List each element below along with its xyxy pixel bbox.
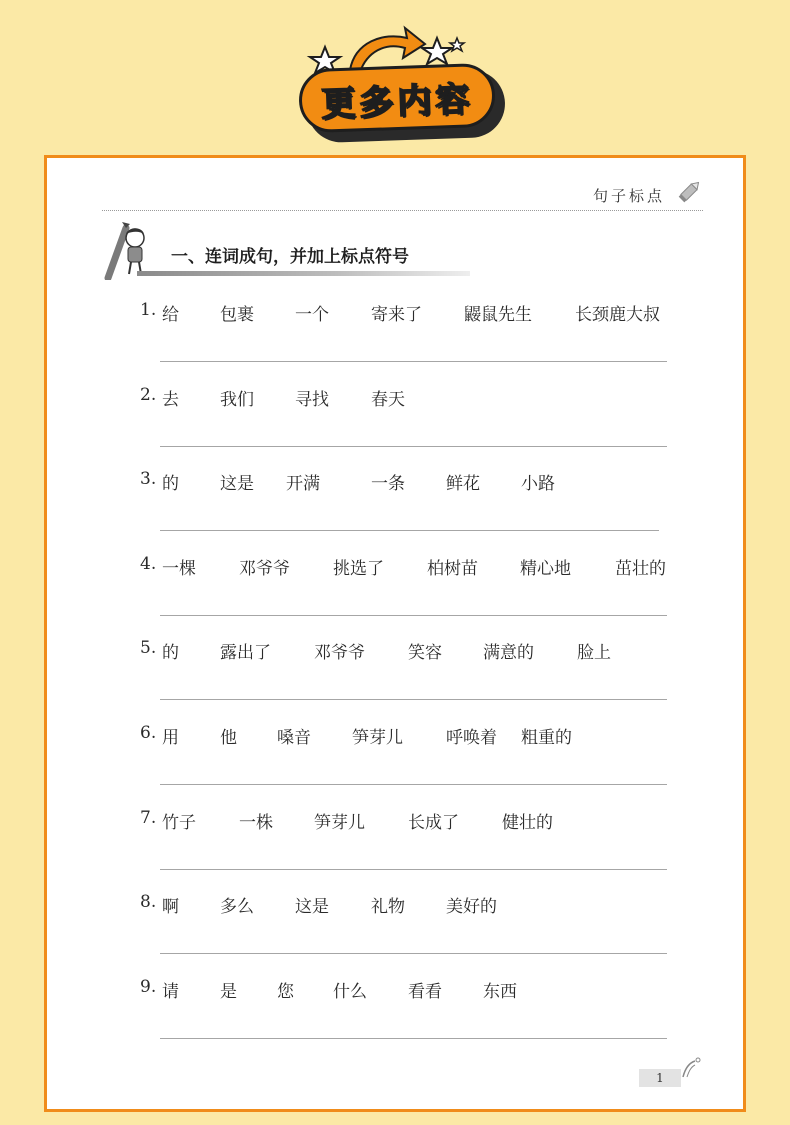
word-chip: 什么: [333, 982, 367, 1002]
answer-line[interactable]: [160, 784, 667, 785]
banner-pill: [298, 63, 496, 134]
item-number: 4.: [140, 554, 157, 574]
word-chip: 他: [220, 728, 237, 748]
answer-line[interactable]: [160, 1038, 667, 1039]
word-chip: 呼唤着: [446, 728, 497, 748]
word-chip: 美好的: [446, 897, 497, 917]
word-chip: 一条: [371, 474, 405, 494]
item-number: 2.: [140, 385, 157, 405]
answer-line[interactable]: [160, 530, 659, 531]
word-chip: 这是: [295, 897, 329, 917]
word-chip: 啊: [162, 897, 179, 917]
word-chip: 长成了: [408, 813, 459, 833]
corner-swirl-icon: [679, 1055, 703, 1079]
answer-line[interactable]: [160, 953, 667, 954]
word-chip: 的: [162, 643, 179, 663]
pencil-icon: [677, 178, 703, 204]
item-number: 8.: [140, 892, 157, 912]
word-chip: 开满: [286, 474, 320, 494]
item-number: 1.: [140, 300, 157, 320]
word-chip: 寄来了: [371, 305, 422, 325]
word-chip: 这是: [220, 474, 254, 494]
word-chip: 包裹: [220, 305, 254, 325]
item-number: 9.: [140, 977, 157, 997]
word-chip: 挑选了: [333, 559, 384, 579]
word-chip: 用: [162, 728, 179, 748]
word-chip: 精心地: [520, 559, 571, 579]
word-chip: 春天: [371, 390, 405, 410]
word-chip: 您: [277, 982, 294, 1002]
banner-title: 更多内容: [320, 78, 474, 125]
header-label: 句子标点: [592, 187, 665, 205]
word-chip: 嗓音: [277, 728, 311, 748]
word-chip: 寻找: [295, 390, 329, 410]
answer-line[interactable]: [160, 699, 667, 700]
word-chip: 茁壮的: [615, 559, 666, 579]
answer-line[interactable]: [160, 446, 667, 447]
word-chip: 东西: [483, 982, 517, 1002]
word-chip: 柏树苗: [427, 559, 478, 579]
item-number: 3.: [140, 469, 157, 489]
section-title: 一、连词成句，并加上标点符号: [171, 247, 409, 267]
word-chip: 我们: [220, 390, 254, 410]
word-chip: 粗重的: [521, 728, 572, 748]
word-chip: 一个: [295, 305, 329, 325]
word-chip: 笋芽儿: [314, 813, 365, 833]
word-chip: 看看: [408, 982, 442, 1002]
item-number: 7.: [140, 808, 157, 828]
word-chip: 的: [162, 474, 179, 494]
word-chip: 脸上: [577, 643, 611, 663]
star-icon: [422, 38, 452, 64]
section-title-underline: [137, 271, 470, 276]
word-chip: 多么: [220, 897, 254, 917]
answer-line[interactable]: [160, 615, 667, 616]
banner: [295, 20, 525, 135]
word-chip: 一株: [239, 813, 273, 833]
word-chip: 请: [162, 982, 179, 1002]
header-divider: [102, 210, 703, 211]
word-chip: 鼹鼠先生: [464, 305, 532, 325]
answer-line[interactable]: [160, 361, 667, 362]
word-chip: 满意的: [483, 643, 534, 663]
star-icon: [450, 38, 464, 51]
word-chip: 竹子: [162, 813, 196, 833]
word-chip: 露出了: [220, 643, 271, 663]
word-chip: 邓爷爷: [314, 643, 365, 663]
answer-line[interactable]: [160, 869, 667, 870]
word-chip: 鲜花: [446, 474, 480, 494]
word-chip: 笋芽儿: [352, 728, 403, 748]
word-chip: 长颈鹿大叔: [575, 305, 660, 325]
word-chip: 去: [162, 390, 179, 410]
word-chip: 笑容: [408, 643, 442, 663]
page-number: 1: [639, 1069, 681, 1087]
item-number: 6.: [140, 723, 157, 743]
word-chip: 小路: [521, 474, 555, 494]
word-chip: 礼物: [371, 897, 405, 917]
word-chip: 是: [220, 982, 237, 1002]
item-number: 5.: [140, 638, 157, 658]
word-chip: 给: [162, 305, 179, 325]
worksheet-page: [44, 155, 746, 1112]
word-chip: 健壮的: [502, 813, 553, 833]
word-chip: 一棵: [162, 559, 196, 579]
word-chip: 邓爷爷: [239, 559, 290, 579]
